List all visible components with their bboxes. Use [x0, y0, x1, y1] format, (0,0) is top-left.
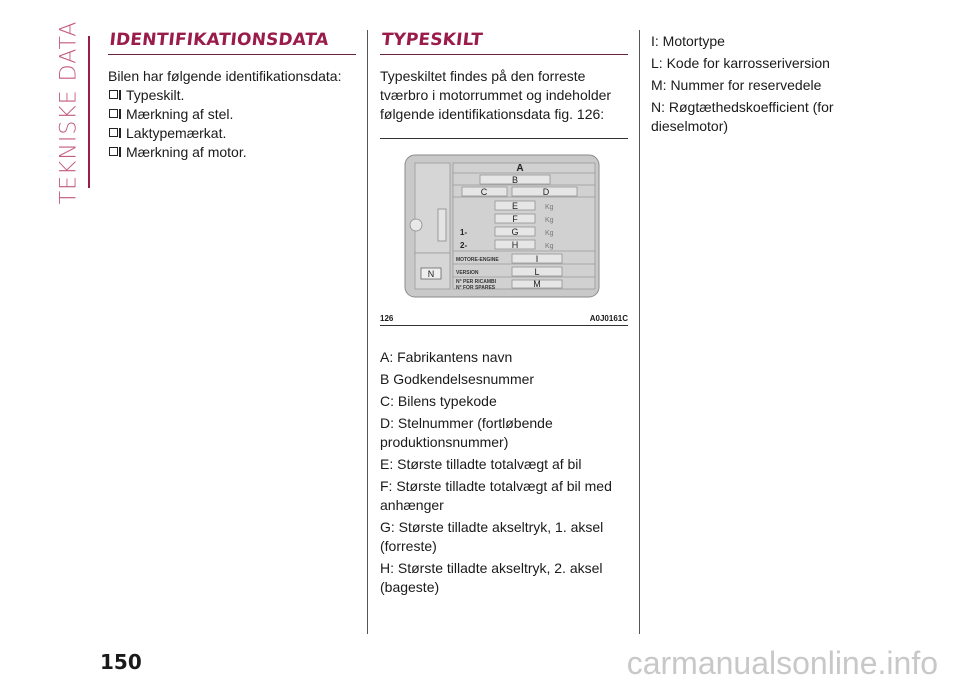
column-identification: [108, 30, 356, 162]
plate-label-n: N: [427, 269, 435, 279]
list-item: Typeskilt.: [108, 86, 356, 105]
figure-126: [380, 138, 628, 326]
legend-item: C: Bilens typekode: [380, 393, 497, 409]
plate-label-f: F: [512, 214, 518, 224]
plate-label-c: C: [480, 187, 488, 197]
plate-label-b: B: [511, 175, 519, 185]
legend-item: G: Største tilladte akseltryk, 1. aksel (forreste): [380, 519, 604, 554]
checkbox-bullet-icon: [109, 90, 118, 99]
plate-ricambi: N° PER RICAMBI: [456, 279, 497, 285]
plate-legend: [380, 348, 628, 597]
plate-kg-unit: Kg: [545, 217, 554, 224]
plate-kg-unit: Kg: [545, 243, 554, 250]
plate-kg-unit: Kg: [545, 204, 554, 211]
legend-item: M: Nummer for reservedele: [651, 77, 822, 93]
figure-caption: [380, 314, 628, 326]
plate-label-a: A: [516, 163, 524, 174]
section-heading-typeskilt: TYPESKILT: [380, 30, 484, 50]
plate-label-m: M: [533, 279, 541, 289]
identification-list: [108, 86, 356, 162]
plate-label-i: I: [535, 254, 539, 264]
plate-label-h: H: [511, 240, 519, 250]
watermark: carmanualsonline.info: [626, 645, 938, 681]
plate-spares: N° FOR SPARES: [456, 285, 496, 291]
plate-motore-engine: MOTORE-ENGINE: [456, 257, 499, 263]
plate-row-1: 1-: [460, 228, 468, 237]
plate-version: VERSION: [456, 270, 479, 276]
checkbox-bullet-icon: [109, 109, 118, 118]
plate-label-g: G: [511, 227, 519, 237]
figure-number: 126: [380, 314, 394, 323]
side-title: [56, 20, 82, 204]
column-divider: [367, 30, 368, 634]
plate-row-2: 2-: [460, 241, 468, 250]
list-item: Mærkning af stel.: [108, 105, 356, 124]
plate-label-d: D: [542, 187, 550, 197]
legend-item: E: Største tilladte totalvægt af bil: [380, 456, 582, 472]
plate-label-e: E: [511, 201, 519, 211]
side-title-text: TEKNISKE DATA: [56, 20, 82, 204]
side-accent-bar: [88, 36, 90, 188]
list-item: Mærkning af motor.: [108, 143, 356, 162]
legend-item: D: Stelnummer (fortløbende produktionsnummer): [380, 415, 553, 450]
legend-item: F: Største tilladte totalvægt af bil med anhænger: [380, 478, 612, 513]
page-number: 150: [100, 650, 142, 674]
legend-item: H: Største tilladte akseltryk, 2. aksel (bageste): [380, 560, 603, 595]
plate-legend-continued: [651, 32, 891, 136]
list-item: Laktypemærkat.: [108, 124, 356, 143]
type-plate-illustration: [380, 151, 628, 301]
checkbox-bullet-icon: [109, 128, 118, 137]
figure-code: A0J0161C: [589, 314, 628, 323]
plate-label-l: L: [534, 267, 540, 277]
legend-item: B Godkendelsesnummer: [380, 371, 535, 387]
legend-item: N: Røgtæthedskoefficient (for dieselmotor): [651, 99, 834, 134]
plate-kg-unit: Kg: [545, 230, 554, 237]
column-typeskilt: [380, 30, 628, 600]
column-divider: [639, 30, 640, 634]
legend-item: L: Kode for karrosseriversion: [651, 55, 830, 71]
column-legend-continued: [651, 32, 891, 139]
typeskilt-intro: Typeskiltet findes på den forreste tværbro i motorrummet og indeholder følgende identifikationsdata fig. 126:: [380, 68, 612, 122]
identification-intro: Bilen har følgende identifikationsdata:: [108, 68, 342, 84]
legend-item: I: Motortype: [651, 33, 725, 49]
checkbox-bullet-icon: [109, 147, 118, 156]
legend-item: A: Fabrikantens navn: [380, 349, 513, 365]
section-heading-identifikationsdata: IDENTIFIKATIONSDATA: [108, 30, 330, 50]
